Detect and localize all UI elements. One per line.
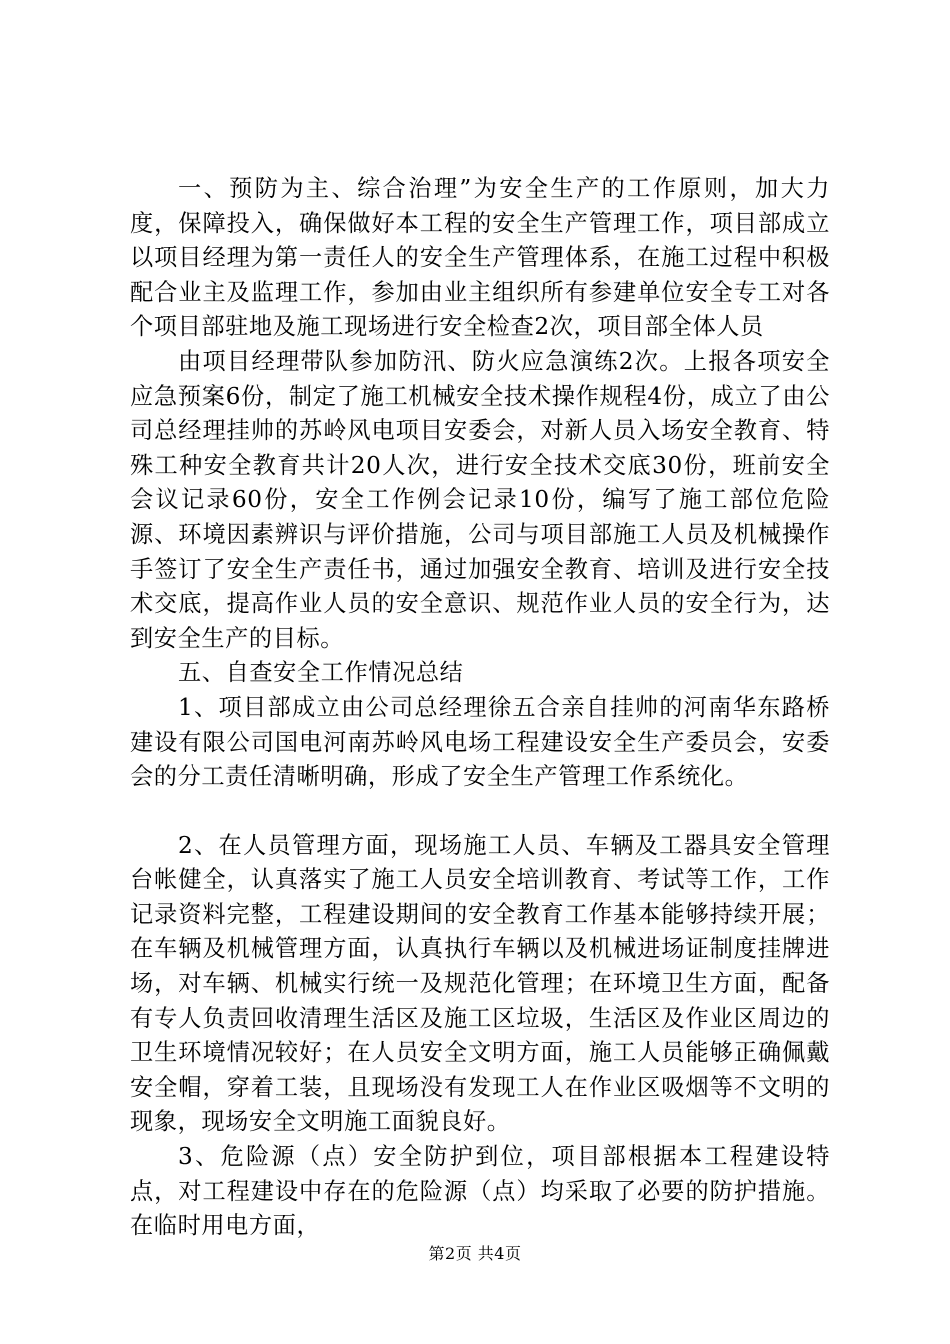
- paragraph-spacer: [130, 795, 830, 829]
- paragraph-drills-and-training: 由项目经理带队参加防汛、防火应急演练2次。上报各项安全应急预案6份，制定了施工机械安全技术操作规程4份，成立了由公司总经理挂帅的苏岭风电项目安委会，对新人员入场安全教育、特殊工种安全教育共计20人次，进行安全技术交底30份，班前安全会议记录60份，安全工作例会记录10份，编写了施工部位危险源、环境因素辨识与评价措施，公司与项目部施工人员及机械操作手签订了安全生产责任书，通过加强安全教育、培训及进行安全技术交底，提高作业人员的安全意识、规范作业人员的安全行为，达到安全生产的目标。: [130, 347, 830, 652]
- paragraph-item-2: 2、在人员管理方面，现场施工人员、车辆及工器具安全管理台帐健全，认真落实了施工人员安全培训教育、考试等工作，工作记录资料完整，工程建设期间的安全教育工作基本能够持续开展；在车辆及机械管理方面，认真执行车辆以及机械进场证制度挂牌进场，对车辆、机械实行统一及规范化管理；在环境卫生方面，配备有专人负责回收清理生活区及施工区垃圾，生活区及作业区周边的卫生环境情况较好；在人员安全文明方面，施工人员能够正确佩戴安全帽，穿着工装，且现场没有发现工人在作业区吸烟等不文明的现象，现场安全文明施工面貌良好。: [130, 831, 830, 1136]
- section-heading-self-inspection: 五、自查安全工作情况总结: [178, 659, 464, 687]
- paragraph-item-1: 1、项目部成立由公司总经理徐五合亲自挂帅的河南华东路桥建设有限公司国电河南苏岭风电场工程建设安全生产委员会，安委会的分工责任清晰明确，形成了安全生产管理工作系统化。: [130, 693, 830, 791]
- paragraph-safety-principle: 一、预防为主、综合治理”为安全生产的工作原则，加大力度，保障投入，确保做好本工程的安全生产管理工作，项目部成立以项目经理为第一责任人的安全生产管理体系，在施工过程中积极配合业主及监理工作，参加由业主组织所有参建单位安全专工对各个项目部驻地及施工现场进行安全检查2次，项目部全体人员: [130, 175, 830, 341]
- paragraph-item-3: 3、危险源（点）安全防护到位，项目部根据本工程建设特点，对工程建设中存在的危险源（点）均采取了必要的防护措施。在临时用电方面，: [130, 1143, 830, 1240]
- page-number-footer: 第2页 共4页: [428, 1244, 522, 1263]
- document-body: [130, 172, 830, 1244]
